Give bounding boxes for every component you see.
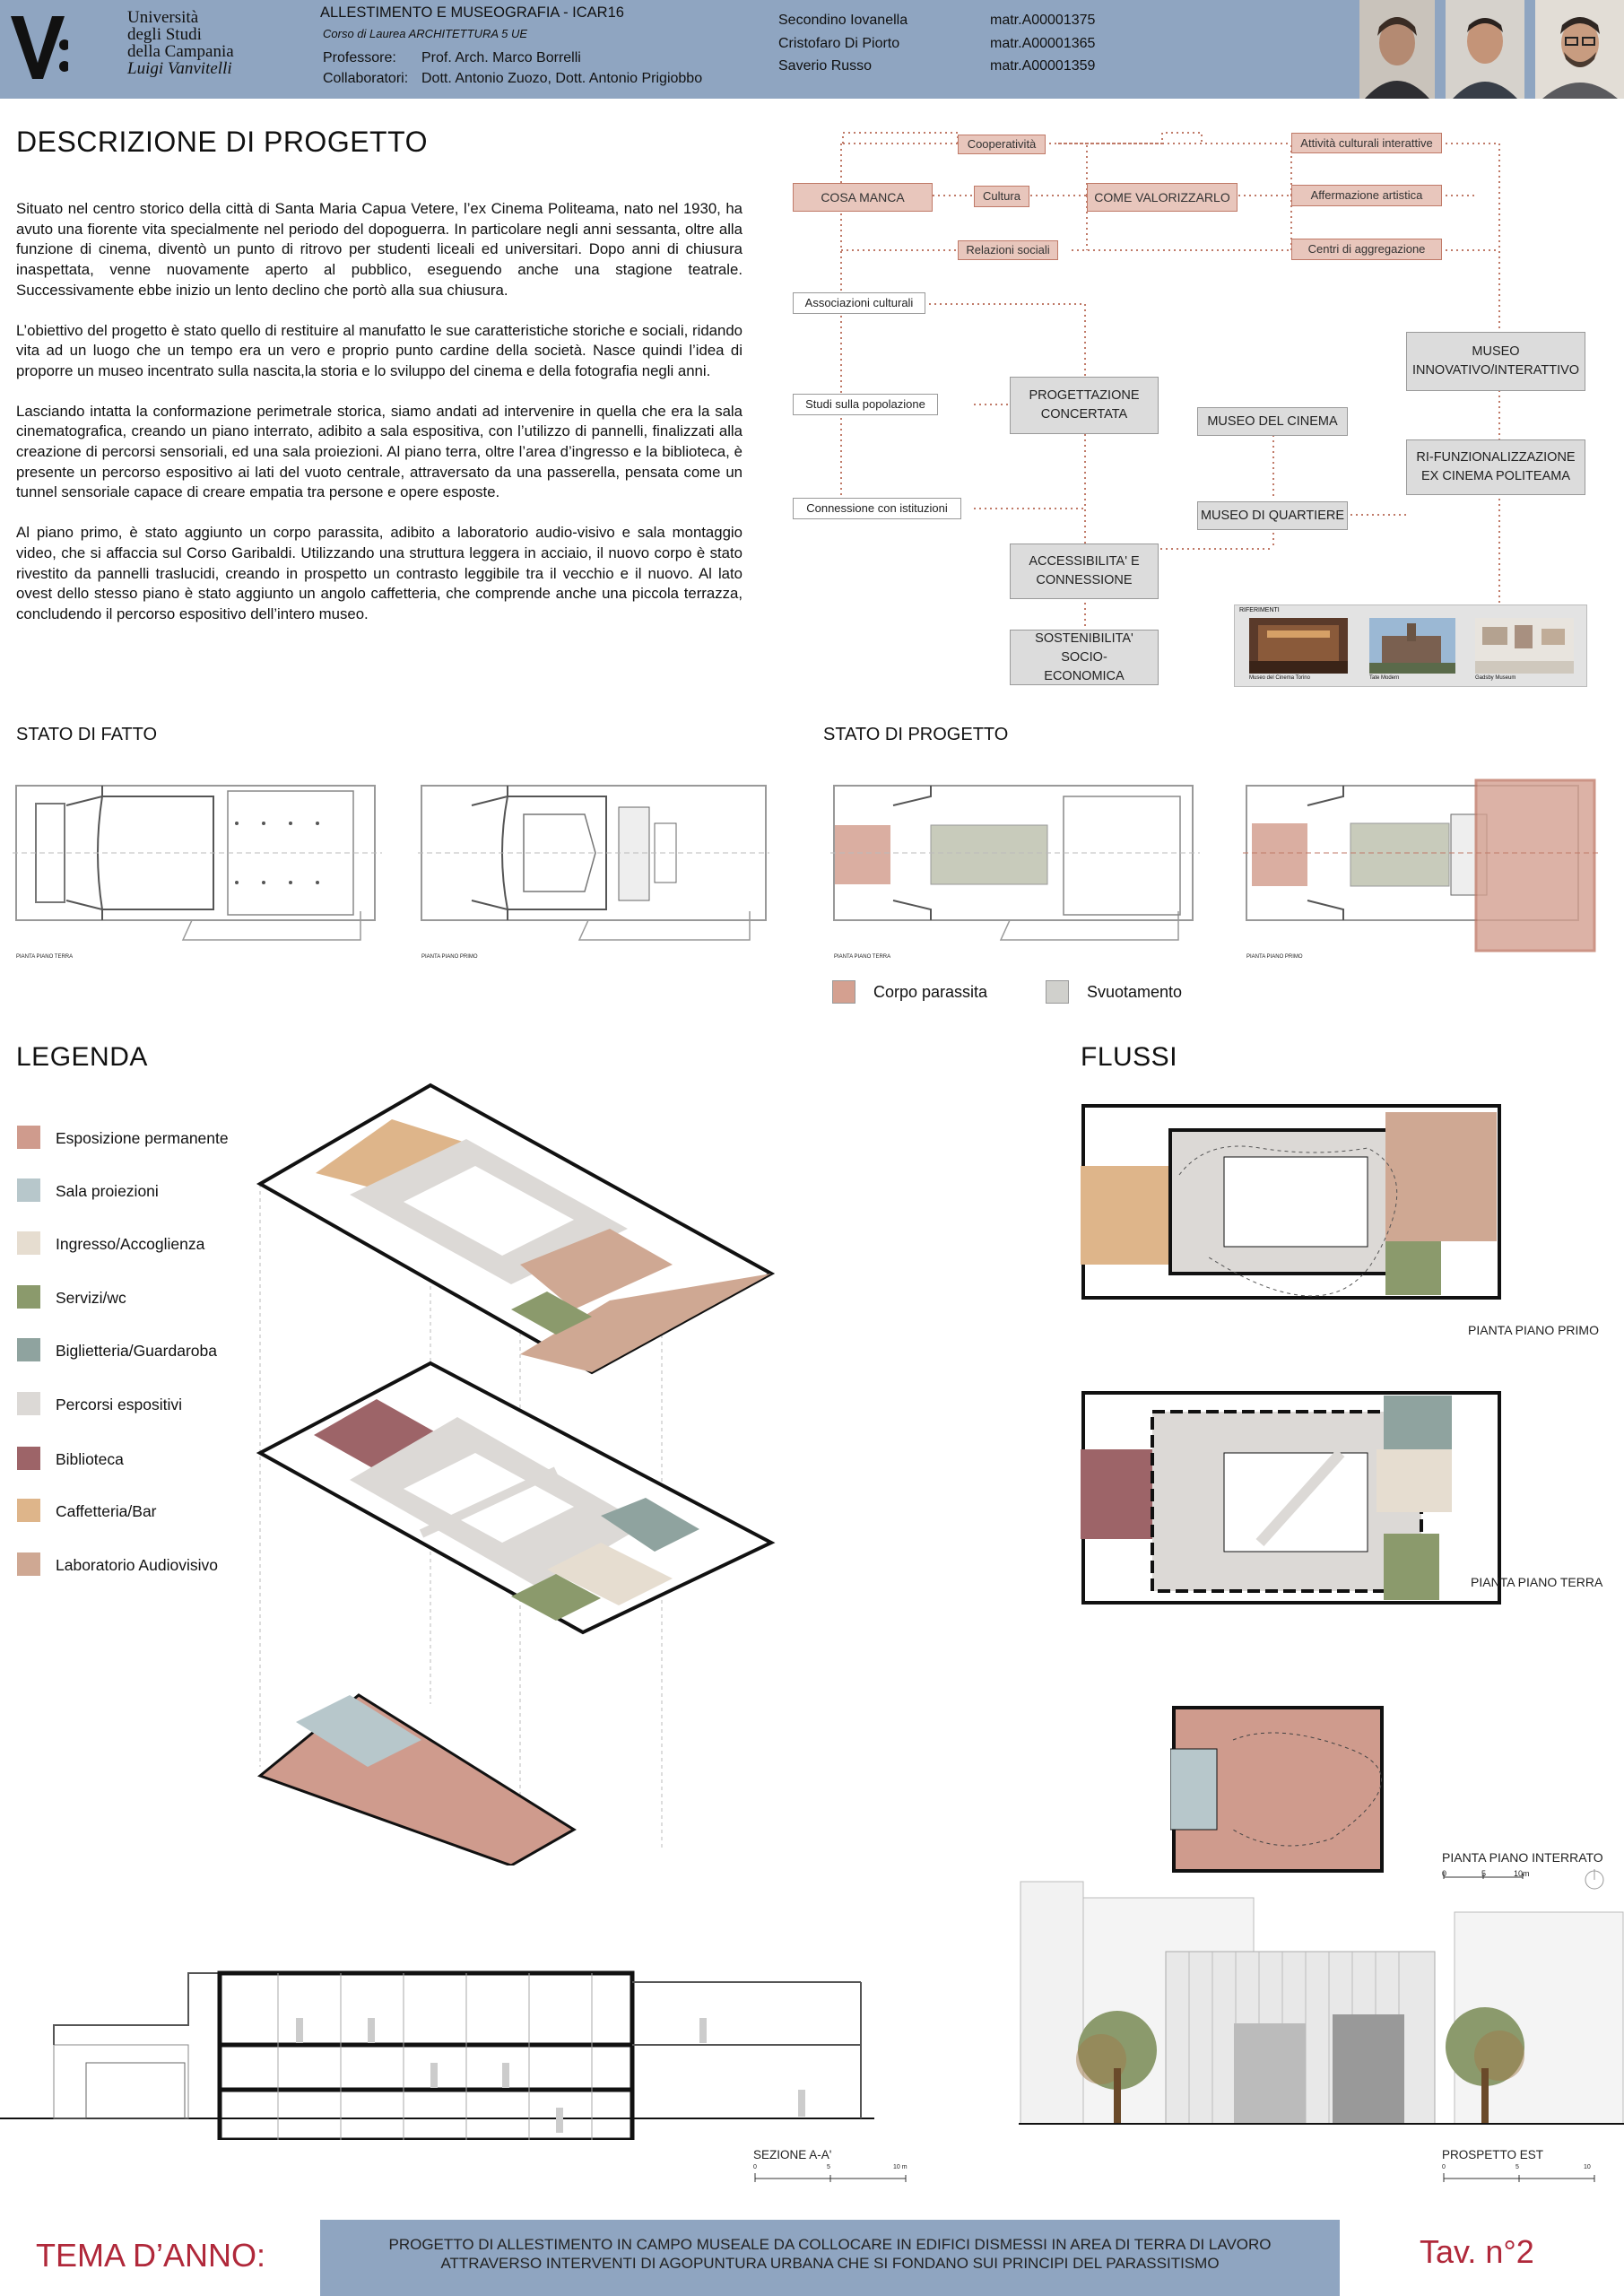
scale-label: 5	[827, 2164, 830, 2170]
scale-label: 10	[1584, 2164, 1591, 2170]
reference-caption: Tate Modern	[1369, 675, 1400, 681]
reference-image	[1249, 618, 1348, 674]
flows-plan-label: PIANTA PIANO INTERRATO	[1442, 1850, 1603, 1865]
legend-label: Esposizione permanente	[56, 1129, 229, 1147]
plan-label: PIANTA PIANO PRIMO	[1246, 954, 1303, 960]
flows-plan-underground	[1170, 1704, 1385, 1874]
references-box	[1234, 604, 1587, 687]
legend-swatch	[17, 1392, 40, 1415]
flow-node-cooperativita: Cooperatività	[958, 135, 1046, 154]
flow-node-museo-quartiere: MUSEO DI QUARTIERE	[1197, 501, 1348, 530]
tavola-number: Tav. n°2	[1420, 2233, 1534, 2270]
flows-plan-label: PIANTA PIANO PRIMO	[1468, 1323, 1599, 1337]
reference-caption: Museo del Cinema Torino	[1249, 675, 1310, 681]
tema-text: PROGETTO DI ALLESTIMENTO IN CAMPO MUSEALE DA COLLOCARE IN EDIFICI DISMESSI IN AREA DI TERRA DI LAVORO ATTRAVERSO INTERVENTI DI AGOPUNTURA URBANA CHE SI FONDANO SUI PRINCIPI DEL PARASSITISMO	[388, 2236, 1272, 2272]
legend-label: Svuotamento	[1087, 983, 1183, 1001]
legend-label: Percorsi espositivi	[56, 1396, 183, 1413]
plan-label: PIANTA PIANO PRIMO	[421, 954, 478, 960]
legend-swatch	[17, 1285, 40, 1309]
elevation-drawing	[1019, 1880, 1624, 2140]
plan-project-first-floor	[1243, 761, 1602, 958]
legend-label: Caffetteria/Bar	[56, 1502, 157, 1520]
description-paragraph: Al piano primo, è stato aggiunto un corpo parassita, adibito a laboratorio audio-visivo e sala montaggio video, che si affaccia sul Corso Garibaldi. Utilizzando una struttura leggera in acciaio, il nuovo corpo è stato rivestito da pannelli traslucidi, creando in prospetto un contrasto leggibile tra il vecchio e il nuovo. Al lato ovest dello stesso piano è stato aggiunto un angolo caffetteria, che comprende anche una piccola terrazza, concludendo il percorso espositivo dell’intero museo.	[16, 524, 743, 622]
legend-swatch-corpo-parassita	[832, 980, 855, 1004]
reference-image	[1369, 618, 1455, 674]
flows-plan-ground-floor	[1081, 1390, 1502, 1605]
flow-node-cultura: Cultura	[974, 186, 1029, 207]
section-label: SEZIONE A-A'	[753, 2148, 832, 2161]
legend-swatch	[17, 1499, 40, 1522]
plan-existing-first-floor	[418, 761, 769, 958]
flussi-title: FLUSSI	[1081, 1042, 1178, 1072]
tema-bar	[320, 2220, 1340, 2296]
legend-label: Ingresso/Accoglienza	[56, 1235, 205, 1253]
legenda-title: LEGENDA	[16, 1042, 148, 1072]
flow-node-sostenibilita: SOSTENIBILITA' SOCIO-ECONOMICA	[1010, 630, 1159, 685]
professor-label: Professore:	[323, 50, 396, 65]
flows-plan-first-floor	[1081, 1103, 1502, 1300]
flow-node-progettazione: PROGETTAZIONE CONCERTATA	[1010, 377, 1159, 434]
references-title: RIFERIMENTI	[1239, 607, 1280, 613]
legend-swatch	[17, 1447, 40, 1470]
university-name: Università degli Studi della Campania Luigi Vanvitelli	[127, 8, 234, 78]
plan-existing-ground-floor	[13, 761, 382, 958]
legend-label: Biglietteria/Guardaroba	[56, 1342, 217, 1360]
axonometric-exploded-view	[251, 1076, 789, 1866]
scale-label: 10m	[1514, 1869, 1530, 1878]
flow-node-studi: Studi sulla popolazione	[793, 394, 938, 415]
flow-node-cosa-manca: COSA MANCA	[793, 183, 933, 212]
student-matr: matr.A00001375	[990, 13, 1096, 28]
legend-label: Servizi/wc	[56, 1289, 126, 1307]
plan-project-ground-floor	[830, 761, 1200, 958]
flow-node-centri: Centri di aggregazione	[1291, 239, 1442, 260]
legend-swatch	[17, 1552, 40, 1576]
flow-node-come-valorizzarlo: COME VALORIZZARLO	[1087, 183, 1238, 212]
reference-image	[1475, 618, 1574, 674]
flow-node-museo-cinema: MUSEO DEL CINEMA	[1197, 407, 1348, 436]
flow-node-museo-innovativo: MUSEO INNOVATIVO/INTERATTIVO	[1406, 332, 1585, 391]
legend-swatch	[17, 1178, 40, 1202]
reference-caption: Gadsby Museum	[1475, 675, 1516, 681]
stato-progetto-title: STATO DI PROGETTO	[823, 725, 1009, 744]
flow-node-relazioni: Relazioni sociali	[958, 240, 1058, 260]
legend-swatch	[17, 1231, 40, 1255]
flow-node-affermazione: Affermazione artistica	[1291, 185, 1442, 206]
legend-label: Corpo parassita	[873, 983, 988, 1001]
course-title: ALLESTIMENTO E MUSEOGRAFIA - ICAR16	[320, 4, 624, 21]
legend-label: Sala proiezioni	[56, 1182, 159, 1200]
scale-label: 0	[1442, 1869, 1447, 1878]
scale-label: 0	[753, 2164, 757, 2170]
plan-label: PIANTA PIANO TERRA	[834, 954, 891, 960]
student-matr: matr.A00001365	[990, 36, 1096, 51]
student-name: Secondino Iovanella	[778, 13, 908, 28]
stato-fatto-title: STATO DI FATTO	[16, 725, 158, 744]
university-subtitle: Luigi Vanvitelli	[127, 59, 232, 78]
scale-bar-icon	[753, 2166, 915, 2186]
flow-connector-lines	[0, 0, 1624, 700]
flows-plan-label: PIANTA PIANO TERRA	[1471, 1575, 1603, 1589]
section-drawing	[0, 1964, 874, 2140]
student-name: Cristofaro Di Piorto	[778, 36, 900, 51]
professor-name: Prof. Arch. Marco Borrelli	[421, 50, 581, 65]
scale-label: 5	[1481, 1869, 1487, 1878]
tema-label: TEMA D’ANNO:	[36, 2237, 266, 2274]
scale-label: 0	[1442, 2164, 1446, 2170]
elevation-label: PROSPETTO EST	[1442, 2148, 1544, 2161]
flow-node-connessione: Connessione con istituzioni	[793, 498, 961, 519]
scale-bar-icon	[1442, 2166, 1603, 2186]
legend-label: Laboratorio Audiovisivo	[56, 1556, 218, 1574]
description-paragraph: Situato nel centro storico della città di Santa Maria Capua Vetere, l’ex Cinema Politeama, nato nel 1930, ha avuto una fiorente vita specialmente nel periodo del dopoguerra. In particolare negli anni sessanta, oltre alla funzione di cinema, diventò un punto di ritrovo per studenti liceali ed universitari. Dopo anni di chiusura inaspettata, venne nuovamente aperto al pubblico, eseguendo anche una stagione teatrale. Successivamente ebbe inizio un lento declino che portò alla sua chiusura.	[16, 200, 743, 299]
flow-node-attivita: Attività culturali interattive	[1291, 133, 1442, 153]
flow-node-associazioni: Associazioni culturali	[793, 292, 925, 314]
description-title: DESCRIZIONE DI PROGETTO	[16, 126, 428, 158]
legend-swatch	[17, 1338, 40, 1361]
legend-swatch-svuotamento	[1046, 980, 1069, 1004]
plan-label: PIANTA PIANO TERRA	[16, 954, 74, 960]
legend-label: Biblioteca	[56, 1450, 124, 1468]
description-paragraph: Lasciando intatta la conformazione perimetrale storica, siamo andati ad intervenire in quella che era la sala cinematografica, creando un piano interrato, adibito a sala espositiva, con l’utilizzo di pannelli, finalizzati alla creazione di percorsi sensoriali, ed una sala proiezioni. Al piano terra, oltre l’area d’ingresso e la biblioteca, è presente un percorso espositivo ai lati del vuoto centrale, attraversato da una passerella, pensata come un tunnel sensoriale capace di creare empatia tra persone e opere esposte.	[16, 402, 743, 501]
flow-node-accessibilita: ACCESSIBILITA' E CONNESSIONE	[1010, 544, 1159, 599]
scale-label: 10 m	[893, 2164, 908, 2170]
scale-label: 5	[1515, 2164, 1519, 2170]
flow-node-rifunzionalizzazione: RI-FUNZIONALIZZAZIONE EX CINEMA POLITEAMA	[1406, 439, 1585, 495]
legend-swatch	[17, 1126, 40, 1149]
student-name: Saverio Russo	[778, 58, 873, 74]
student-matr: matr.A00001359	[990, 58, 1096, 74]
collaborators-label: Collaboratori:	[323, 71, 409, 86]
collaborators-names: Dott. Antonio Zuozo, Dott. Antonio Prigiobbo	[421, 71, 703, 86]
description-paragraph: L’obiettivo del progetto è stato quello di restituire al manufatto le sue caratteristiche storiche e sociali, ridando vita ad un luogo che un tempo era un vero e proprio punto cardine della società. Nasce quindi l’idea di proporre un museo incentrato sulla nascita,la storia e lo sviluppo del cinema e della fotografia negli anni.	[16, 321, 743, 379]
course-subtitle: Corso di Laurea ARCHITETTURA 5 UE	[323, 27, 528, 40]
